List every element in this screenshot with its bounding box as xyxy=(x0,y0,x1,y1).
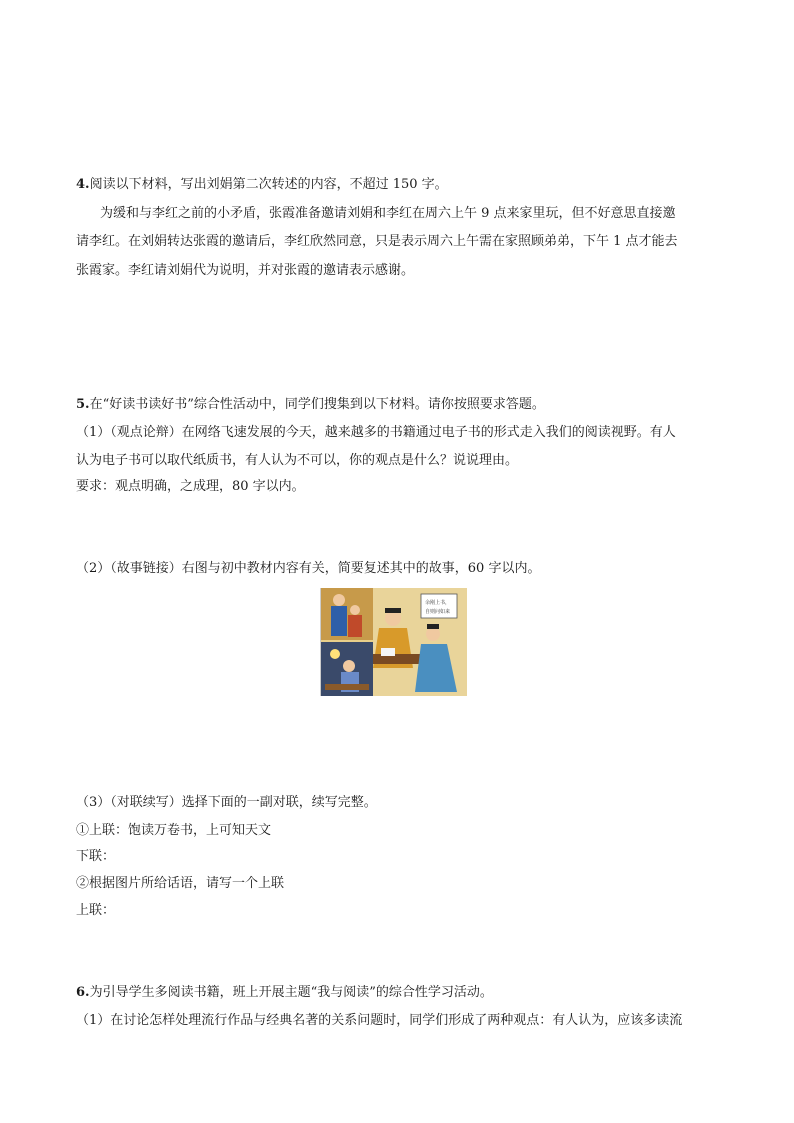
q5-p1-line-1: （1）（观点论辩）在网络飞速发展的今天，越来越多的书籍通过电子书的形式走入我们的阅读视野。有人 xyxy=(76,425,676,440)
q4-para-line-2: 请李红。在刘娟转达张霞的邀请后，李红欣然同意，只是表示周六上午需在家照顾弟弟，下午 1 点才能去 xyxy=(76,234,678,249)
q6-p1: （1）在讨论怎样处理流行作品与经典名著的关系问题时，同学们形成了两种观点：有人认为，应该多读流 xyxy=(76,1013,683,1028)
q5-p1-line-2: 认为电子书可以取代纸质书，有人认为不可以，你的观点是什么？说说理由。 xyxy=(76,453,519,468)
q5-p2: （2）（故事链接）右图与初中教材内容有关，简要复述其中的故事，60 字以内。 xyxy=(76,561,541,576)
svg-text:自则问如来: 自则问如来 xyxy=(425,609,451,615)
q5-p3-xialian: 下联： xyxy=(76,849,116,864)
q5-p3-heading: （3）（对联续写）选择下面的一副对联，续写完整。 xyxy=(76,795,377,810)
q4-number: 4. xyxy=(76,177,90,192)
q5-p3-option-2: ②根据图片所给话语，请写一个上联 xyxy=(76,876,285,891)
story-illustration xyxy=(320,588,467,696)
q4-title-text: 阅读以下材料，写出刘娟第二次转述的内容，不超过 150 字。 xyxy=(89,177,448,192)
q5-title xyxy=(76,396,545,414)
q6-title-text: 为引导学生多阅读书籍，班上开展主题“我与阅读”的综合性学习活动。 xyxy=(89,985,493,1000)
q5-title-text: 在“好读书读好书”综合性活动中，同学们搜集到以下材料。请你按照要求答题。 xyxy=(89,397,545,412)
q4-para-line-3: 张霞家。李红请刘娟代为说明，并对张霞的邀请表示感谢。 xyxy=(76,263,415,278)
q4-para-line-1: 为缓和与李红之前的小矛盾，张霞准备邀请刘娟和李红在周六上午 9 点来家里玩，但不好意思直接邀 xyxy=(100,206,676,221)
q5-p1-requirement: 要求：观点明确，之成理，80 字以内。 xyxy=(76,479,305,494)
q5-p3-shanglian: 上联： xyxy=(76,903,116,918)
story-illustration-svg xyxy=(321,588,467,696)
q6-number: 6. xyxy=(76,985,90,1000)
q5-number: 5. xyxy=(76,397,90,412)
q4-title xyxy=(76,176,448,194)
q5-p3-option-1: ①上联：饱读万卷书，上可知天文 xyxy=(76,823,272,838)
q6-title xyxy=(76,984,493,1002)
svg-text:余刚上书，: 余刚上书， xyxy=(425,600,451,606)
